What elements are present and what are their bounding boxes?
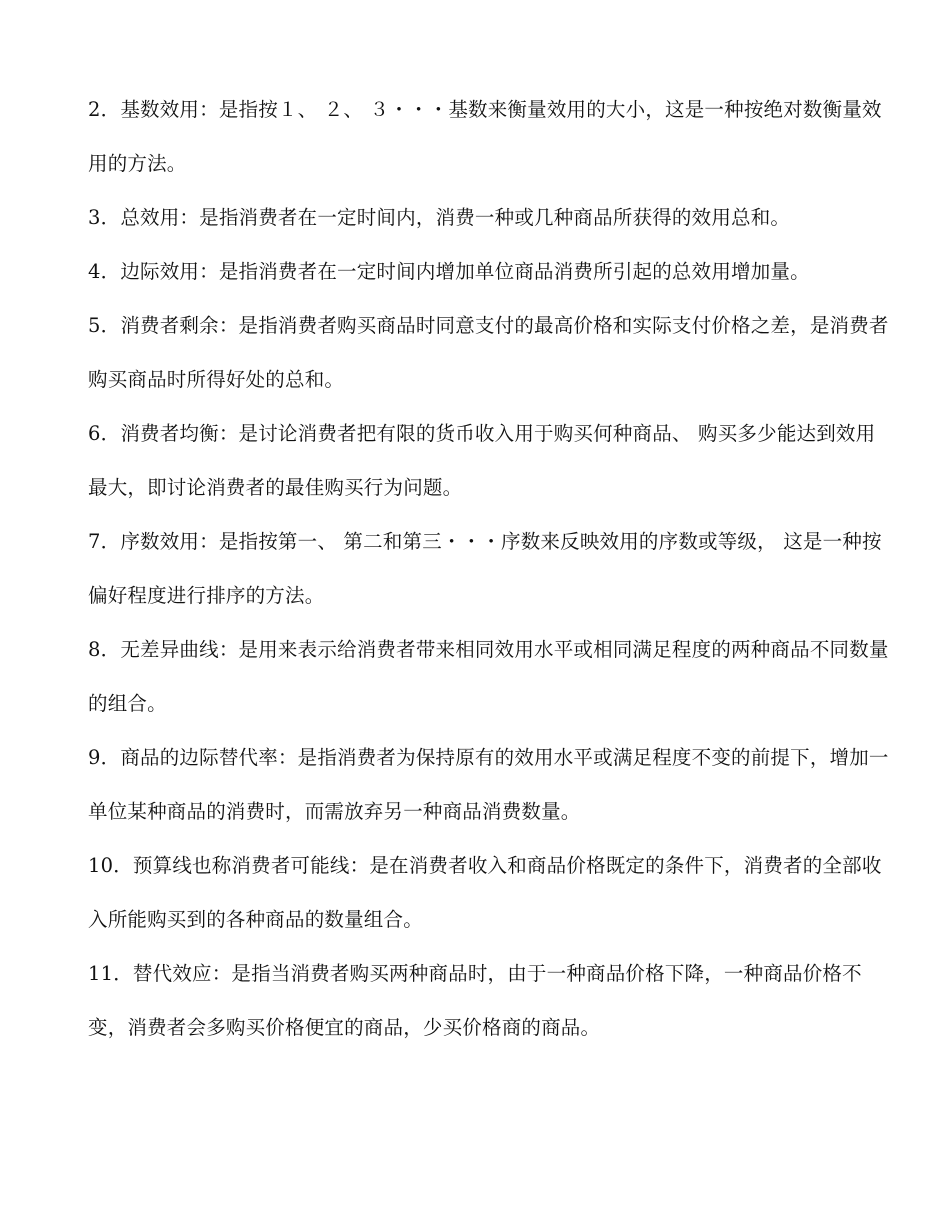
definition-term: 商品的边际替代率	[120, 746, 278, 769]
definition-text: ：是指消费者在一定时间内，消费一种或几种商品所获得的效用总和。	[179, 206, 791, 229]
definition-item-10	[88, 839, 890, 947]
definition-term: 序数效用	[120, 530, 200, 553]
definition-number: 2．	[88, 98, 121, 121]
definition-list	[88, 83, 890, 1055]
definition-item-6	[88, 407, 890, 515]
definition-item-3	[88, 191, 890, 245]
definition-term: 边际效用	[120, 260, 200, 283]
definition-term: 替代效应	[132, 962, 212, 985]
definition-number: 7．	[88, 530, 121, 553]
definition-term: 消费者均衡	[120, 422, 219, 445]
definition-text: ：是指按第一、 第二和第三・・・序数来反映效用的序数或等级， 这是一种按偏好程度进行排序的方法。	[88, 530, 882, 607]
definition-item-8	[88, 623, 890, 731]
definition-item-2	[88, 83, 890, 191]
definition-number: 11．	[88, 962, 133, 985]
definition-text: ：是在消费者收入和商品价格既定的条件下，消费者的全部收入所能购买到的各种商品的数量组合。	[88, 854, 882, 931]
definition-text: ：是用来表示给消费者带来相同效用水平或相同满足程度的两种商品不同数量的组合。	[88, 638, 889, 715]
definition-term: 总效用	[120, 206, 180, 229]
definition-number: 5．	[88, 314, 121, 337]
definition-number: 3．	[88, 206, 121, 229]
definition-term: 预算线也称消费者可能线	[132, 854, 350, 877]
definition-text: ：是指按１、 ２、 ３・・・基数来衡量效用的大小，这是一种按绝对数衡量效用的方法。	[88, 98, 882, 175]
definition-item-5	[88, 299, 890, 407]
definition-item-7	[88, 515, 890, 623]
definition-item-11	[88, 947, 890, 1055]
definition-number: 9．	[88, 746, 121, 769]
definition-text: ：是讨论消费者把有限的货币收入用于购买何种商品、 购买多少能达到效用最大，即讨论消费者的最佳购买行为问题。	[88, 422, 876, 499]
definition-number: 8．	[88, 638, 121, 661]
definition-text: ：是指消费者在一定时间内增加单位商品消费所引起的总效用增加量。	[199, 260, 810, 283]
definition-text: ：是指当消费者购买两种商品时，由于一种商品价格下降，一种商品价格不变，消费者会多购买价格便宜的商品，少买价格商的商品。	[88, 962, 862, 1039]
definition-number: 10．	[88, 854, 133, 877]
definition-item-9	[88, 731, 890, 839]
definition-term: 无差异曲线	[120, 638, 219, 661]
definition-item-4	[88, 245, 890, 299]
definition-text: ：是指消费者购买商品时同意支付的最高价格和实际支付价格之差，是消费者购买商品时所得好处的总和。	[88, 314, 889, 391]
definition-term: 基数效用	[120, 98, 200, 121]
definition-number: 6．	[88, 422, 121, 445]
definition-text: ：是指消费者为保持原有的效用水平或满足程度不变的前提下，增加一单位某种商品的消费时，而需放弃另一种商品消费数量。	[88, 746, 889, 823]
definition-term: 消费者剩余	[120, 314, 219, 337]
definition-number: 4．	[88, 260, 121, 283]
